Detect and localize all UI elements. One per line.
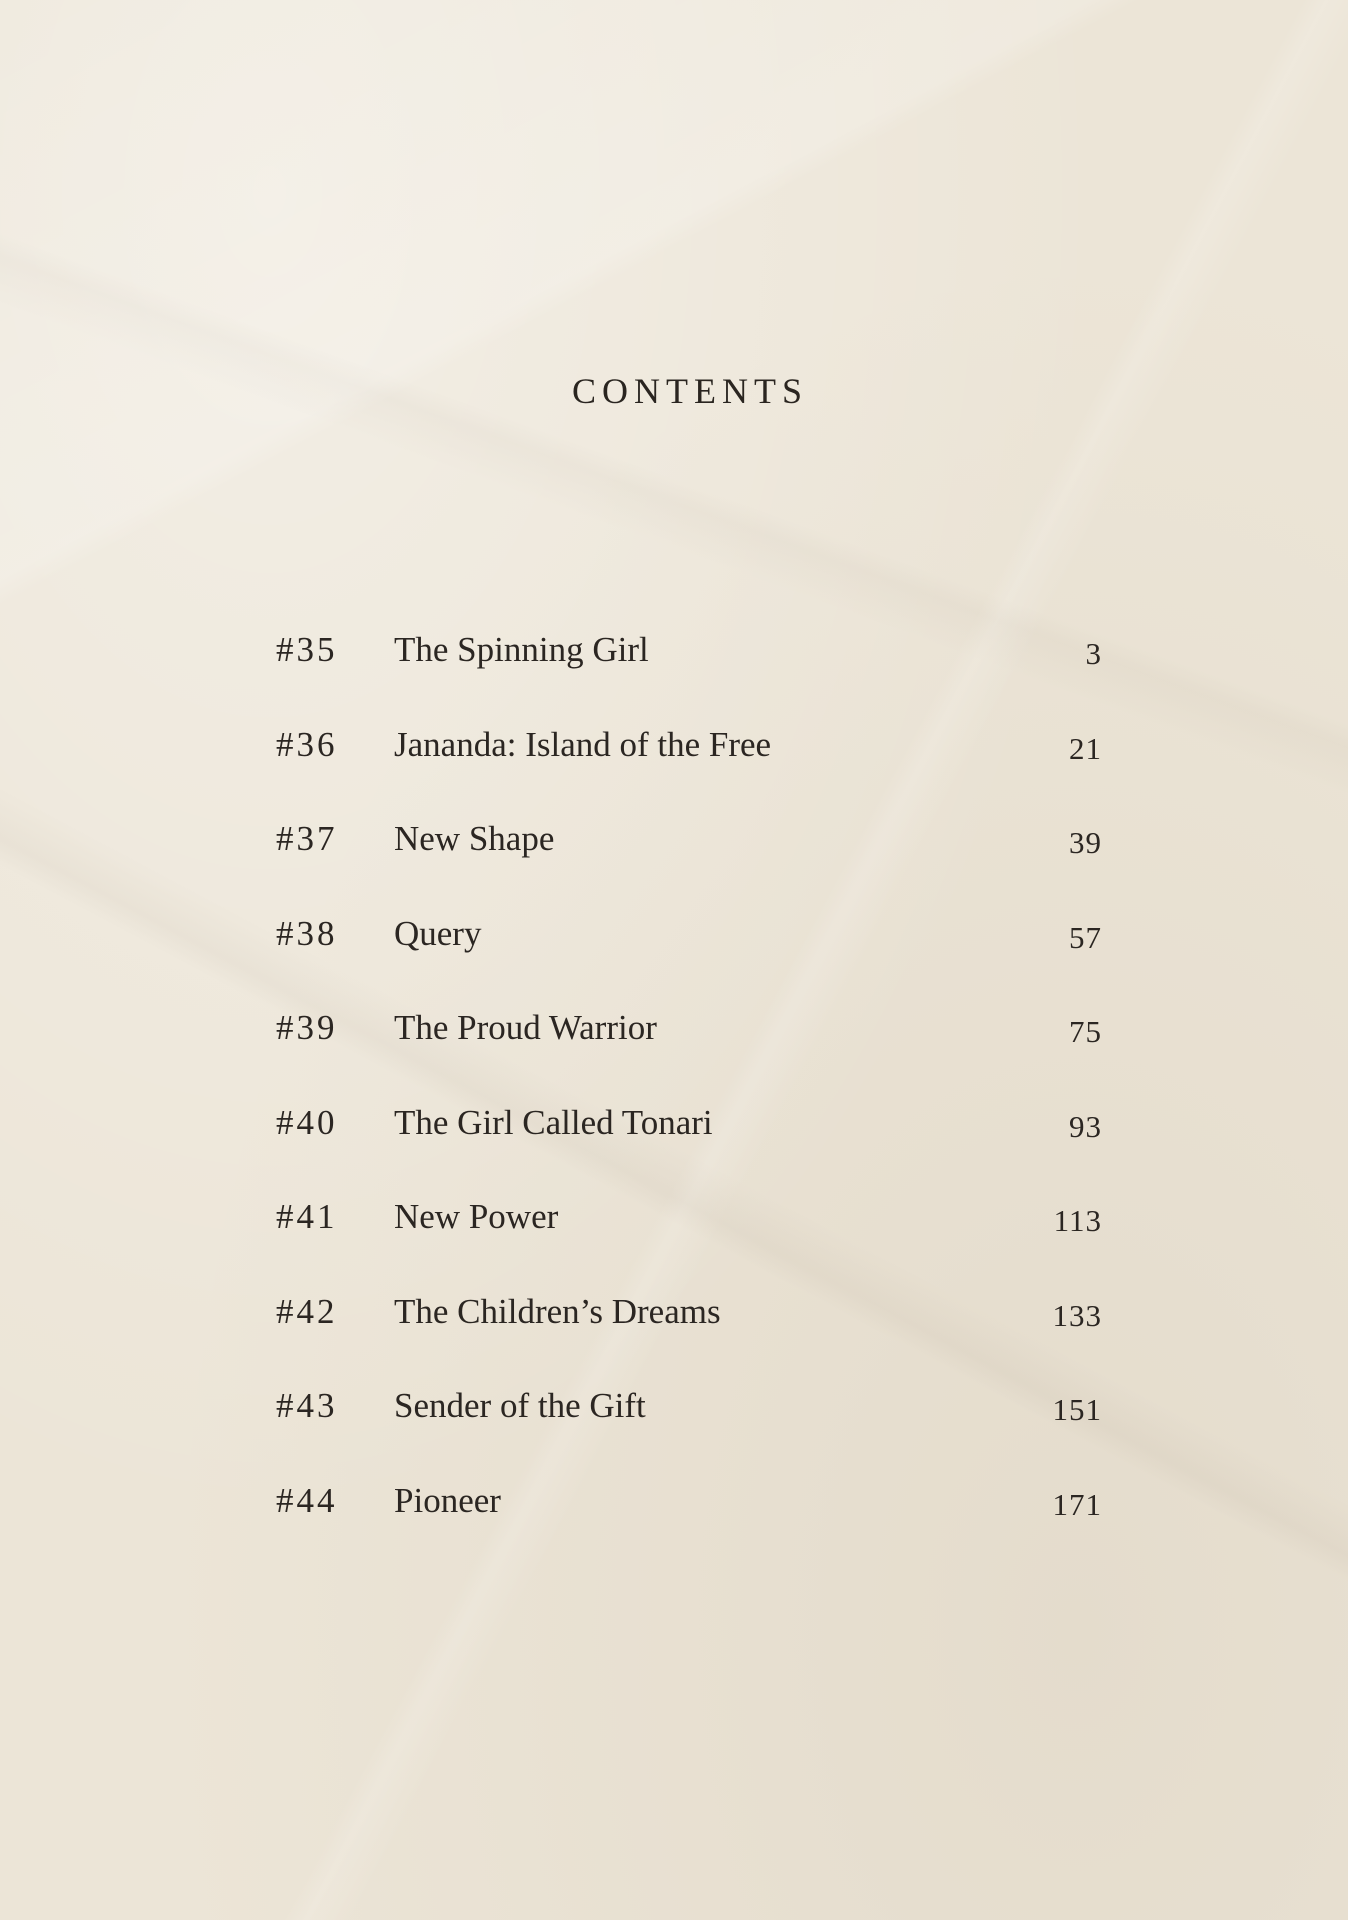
- chapter-number: #43: [276, 1386, 338, 1425]
- toc-entry[interactable]: [276, 809, 1102, 904]
- toc-entry[interactable]: [276, 1187, 1102, 1282]
- chapter-title: Sender of the Gift: [394, 1386, 646, 1425]
- chapter-number: #37: [276, 819, 338, 858]
- toc-entry[interactable]: [276, 1093, 1102, 1188]
- page-number: 133: [1052, 1297, 1102, 1333]
- toc-entry[interactable]: [276, 1471, 1102, 1566]
- page-number: 151: [1052, 1392, 1102, 1427]
- toc-entry[interactable]: [276, 904, 1102, 999]
- toc-entry[interactable]: [276, 998, 1102, 1093]
- chapter-title: The Girl Called Tonari: [394, 1102, 713, 1142]
- chapter-title: The Spinning Girl: [394, 630, 649, 669]
- chapter-number: #36: [276, 724, 338, 764]
- chapter-title: Pioneer: [394, 1480, 501, 1520]
- page-title: CONTENTS: [572, 371, 808, 411]
- chapter-number: #39: [276, 1008, 338, 1047]
- chapter-title: Jananda: Island of the Free: [394, 724, 772, 764]
- page-number: 113: [1053, 1203, 1102, 1238]
- chapter-number: #40: [276, 1102, 338, 1142]
- chapter-title: New Shape: [394, 819, 555, 858]
- chapter-number: #42: [276, 1291, 338, 1331]
- page-number: 57: [1069, 919, 1102, 955]
- chapter-title: New Power: [394, 1197, 559, 1236]
- table-of-contents: [276, 620, 1102, 1565]
- page-number: 171: [1052, 1486, 1102, 1522]
- chapter-title: Query: [394, 913, 482, 953]
- toc-entry[interactable]: [276, 620, 1102, 715]
- toc-entry[interactable]: [276, 715, 1102, 810]
- page-number: 75: [1069, 1014, 1102, 1049]
- page-number: 21: [1069, 730, 1102, 766]
- page-number: 39: [1069, 825, 1102, 860]
- chapter-title: The Children’s Dreams: [394, 1291, 721, 1331]
- chapter-number: #44: [276, 1480, 338, 1520]
- page-number: 3: [1085, 636, 1102, 671]
- page-number: 93: [1069, 1108, 1102, 1144]
- chapter-title: The Proud Warrior: [394, 1008, 657, 1047]
- chapter-number: #35: [276, 630, 338, 669]
- chapter-number: #41: [276, 1197, 338, 1236]
- chapter-number: #38: [276, 913, 338, 953]
- toc-entry[interactable]: [276, 1376, 1102, 1471]
- toc-entry[interactable]: [276, 1282, 1102, 1377]
